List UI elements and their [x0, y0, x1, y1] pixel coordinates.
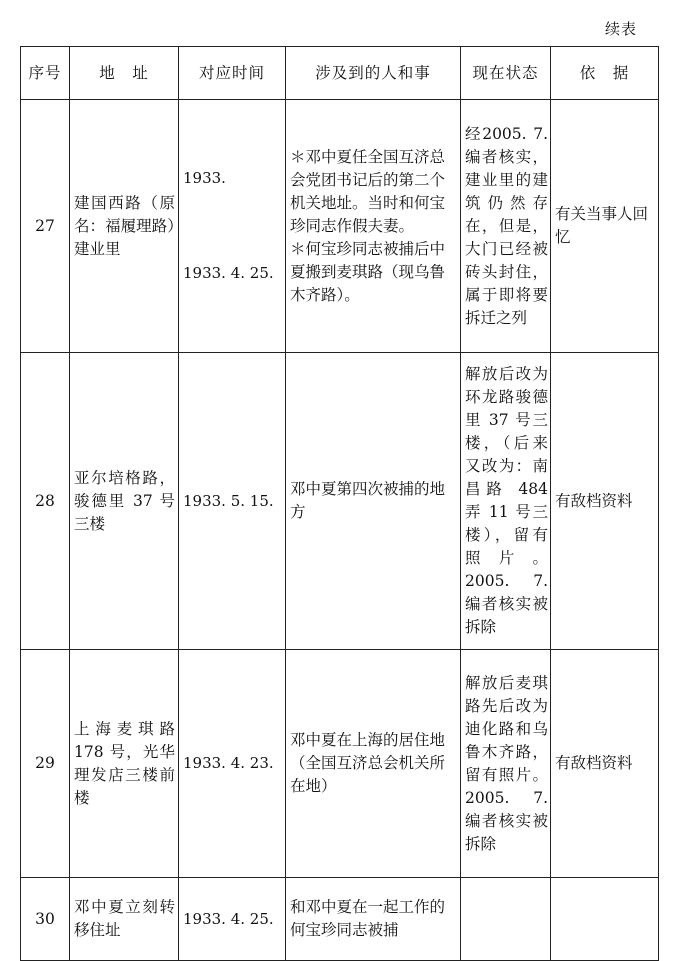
header-people-events: 涉及到的人和事	[286, 47, 461, 100]
row-address: 邓中夏立刻转移住址	[70, 878, 179, 961]
table-row	[21, 353, 659, 650]
row-status: 解放后改为环龙路骏德里 37 号三楼，（后来又改为：南昌路 484 弄 11 号三楼），留有照片。2005. 7. 编者核实被拆除	[461, 353, 551, 650]
row-time	[179, 100, 286, 353]
row-people-events: 邓中夏第四次被捕的地方	[286, 353, 461, 650]
continued-label: 续表	[604, 20, 637, 38]
table-row	[21, 100, 659, 353]
header-number: 序号	[21, 47, 70, 100]
header-basis: 依 据	[551, 47, 659, 100]
row-people-entry: ＊何宝珍同志被捕后中夏搬到麦琪路（现乌鲁木齐路）。	[290, 239, 446, 304]
row-time-entry: 1933. 4. 25.	[183, 264, 274, 282]
row-status	[461, 878, 551, 961]
row-address: 上海麦琪路 178 号，光华理发店三楼前楼	[70, 650, 179, 878]
row-number: 27	[21, 100, 70, 353]
row-basis	[551, 878, 659, 961]
table-header-row	[21, 47, 659, 100]
addresses-table	[20, 46, 659, 961]
row-people-events: 邓中夏在上海的居住地（全国互济总会机关所在地）	[286, 650, 461, 878]
row-number: 28	[21, 353, 70, 650]
row-status: 经2005. 7. 编者核实，建业里的建筑仍然存在，但是，大门已经被砖头封住，属于即将要拆迁之列	[461, 100, 551, 353]
row-people-events	[286, 100, 461, 353]
row-number: 29	[21, 650, 70, 878]
header-current-status: 现在状态	[461, 47, 551, 100]
row-time: 1933. 4. 23.	[179, 650, 286, 878]
header-address: 地 址	[70, 47, 179, 100]
row-number: 30	[21, 878, 70, 961]
table-row	[21, 650, 659, 878]
row-people-entry: ＊邓中夏任全国互济总会党团书记后的第二个机关地址。当时和何宝珍同志作假夫妻。	[290, 147, 446, 235]
header-time: 对应时间	[179, 47, 286, 100]
row-people-events: 和邓中夏在一起工作的何宝珍同志被捕	[286, 878, 461, 961]
row-time-entry: 1933.	[183, 169, 226, 187]
row-basis: 有敌档资料	[551, 650, 659, 878]
row-status: 解放后麦琪路先后改为迪化路和乌鲁木齐路，留有照片。2005. 7. 编者核实被拆除	[461, 650, 551, 878]
row-basis: 有关当事人回忆	[551, 100, 659, 353]
row-address: 建国西路（原名：福履理路）建业里	[70, 100, 179, 353]
row-time: 1933. 5. 15.	[179, 353, 286, 650]
table-row	[21, 878, 659, 961]
row-basis: 有敌档资料	[551, 353, 659, 650]
row-time: 1933. 4. 25.	[179, 878, 286, 961]
row-address: 亚尔培格路，骏德里 37 号三楼	[70, 353, 179, 650]
